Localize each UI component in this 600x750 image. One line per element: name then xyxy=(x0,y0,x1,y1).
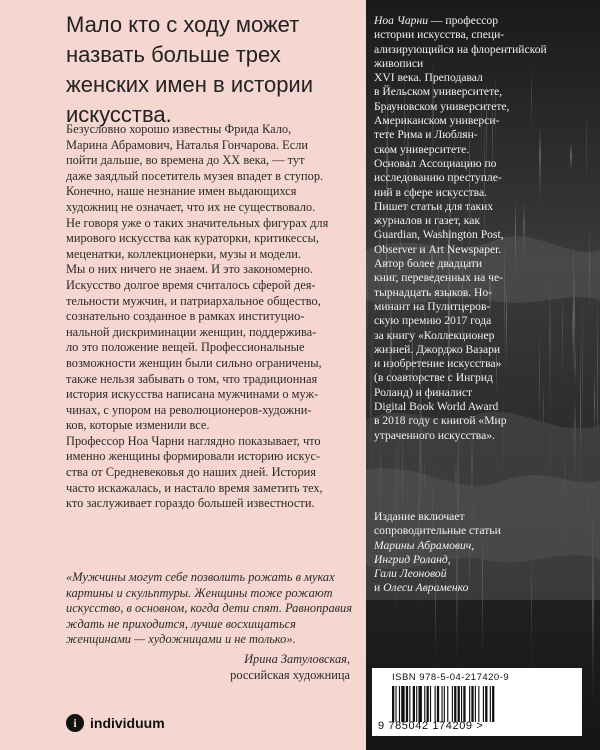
bio-line: за книгу «Коллекционер xyxy=(374,328,495,342)
glitch-streak xyxy=(372,308,373,417)
quote-author-name: Ирина Затуловская, xyxy=(244,652,350,666)
bio-line: ний в сфере искусства. xyxy=(374,185,488,199)
author-bio-text xyxy=(374,14,588,443)
bio-line: ском университете. xyxy=(374,142,470,156)
bio-line: в Йельском университете, xyxy=(374,85,503,99)
bio-line: скую премию 2017 года xyxy=(374,314,492,328)
body-text-line: даже заядлый посетитель музея впадет в ступор. xyxy=(66,168,324,183)
edition-names xyxy=(374,539,588,582)
bio-lines xyxy=(374,28,588,443)
barcode-bar xyxy=(392,686,394,722)
bio-first-rest: — профессор xyxy=(428,14,499,27)
bio-line: истории искусства, специ- xyxy=(374,28,505,42)
barcode-bar xyxy=(461,686,462,722)
body-text-line: тельности мужчин, и патриархальное общество, xyxy=(66,293,321,308)
quote-line: женщинами — художницами и не только». xyxy=(66,632,296,647)
publisher-logo xyxy=(66,712,165,734)
barcode-bar xyxy=(463,686,465,722)
edition-name-line: Гали Леоновой xyxy=(374,567,447,581)
barcode-bar xyxy=(399,686,400,722)
body-text-line: Искусство долгое время считалось сферой дея- xyxy=(66,277,316,292)
body-text-line: часто искажалась, и настало время заметить тех, xyxy=(66,480,323,495)
headline-line: назвать больше трех xyxy=(66,42,281,67)
barcode-bar xyxy=(454,686,456,722)
body-text-line: Не говоря уже о таких значительных фигурах для xyxy=(66,215,329,230)
barcode-bar xyxy=(413,686,415,722)
barcode-number: 9 785042 174209 > xyxy=(378,720,484,732)
body-text-line: художниц не означает, что их не существовало. xyxy=(66,199,316,214)
bio-line: в 2018 году с книгой «Мир xyxy=(374,414,507,428)
bio-line: Observer и Art Newspaper. xyxy=(374,242,502,256)
barcode-bar xyxy=(447,686,448,722)
body-text-line: чинах, с упором на революционеров-художни- xyxy=(66,402,312,417)
bio-line: Автор более двадцати xyxy=(374,257,483,271)
barcode-bar xyxy=(435,686,436,722)
barcode-bar xyxy=(430,686,431,722)
barcode-bar xyxy=(424,686,425,722)
body-text-line: возможности женщин были сильно ограничены, xyxy=(66,355,322,370)
edition-line: Издание включает xyxy=(374,510,465,523)
body-text-line: пойти дальше, во времена до XX века, — тут xyxy=(66,153,305,168)
barcode-bar xyxy=(416,686,417,722)
bio-line: книг, переведенных на че- xyxy=(374,271,504,285)
barcode-bar xyxy=(452,686,453,722)
body-text-line: Конечно, наше незнание имен выдающихся xyxy=(66,184,297,199)
edition-note xyxy=(374,510,588,596)
bio-line: Американском универси- xyxy=(374,114,500,128)
quote-author-role: российская художница xyxy=(230,667,350,682)
edition-last-name: Олеси Авраменко xyxy=(383,581,469,595)
barcode-bar xyxy=(478,686,479,722)
body-text-line: меценатки, коллекционерки, музы и модели. xyxy=(66,246,301,261)
bio-line: ализирующийся на флорентийской живописи xyxy=(374,42,547,70)
barcode-bar xyxy=(475,686,476,722)
bio-line: тете Рима и Люблян- xyxy=(374,128,478,142)
bio-line: Пишет статьи для таких xyxy=(374,199,494,213)
bio-line: Роланд) и финалист xyxy=(374,385,473,399)
body-text-line: именно женщины формировали историю искус- xyxy=(66,449,321,464)
bio-author-name: Ноа Чарни xyxy=(374,14,428,27)
bio-line: тырнадцать языков. Но- xyxy=(374,285,493,299)
barcode-bar xyxy=(444,686,445,722)
edition-name-line: Марины Абрамович, xyxy=(374,538,475,552)
barcode-bar xyxy=(471,686,473,722)
barcode-bar xyxy=(427,686,429,722)
barcode-bar xyxy=(401,686,404,722)
body-text-line: Безусловно хорошо известны Фрида Кало, xyxy=(66,122,292,136)
bio-line: утраченного искусства». xyxy=(374,428,495,442)
body-text-line: мирового искусства как кураторки, критикессы, xyxy=(66,231,319,246)
body-text-line: история искусства написана мужчинами о муж- xyxy=(66,387,319,402)
blurb-quote xyxy=(66,570,356,648)
barcode-bar xyxy=(441,686,442,722)
publisher-logo-icon: i xyxy=(66,714,84,732)
bio-line: исследованию преступле- xyxy=(374,171,502,185)
body-text-line: нальной дискриминации женщин, поддержива- xyxy=(66,324,317,339)
body-text-line: также нельзя забывать о том, что традиционная xyxy=(66,371,318,386)
body-text-line: ков, которые изменили все. xyxy=(66,418,210,433)
body-text-line: кто заслуживает гораздо большей известности. xyxy=(66,496,315,511)
barcode-bar xyxy=(483,686,484,722)
isbn-label: ISBN 978-5-04-217420-9 xyxy=(392,672,510,683)
body-text-line: ло это положение вещей. Профессиональные xyxy=(66,340,305,355)
bio-line: (в соавторстве с Ингрид xyxy=(374,371,493,385)
barcode-bar xyxy=(418,686,421,722)
body-text-line: сознательно созданное в рамках институцио- xyxy=(66,309,305,324)
bio-line: жизней. Джорджо Вазари xyxy=(374,342,501,356)
bio-line: Digital Book World Award xyxy=(374,400,499,414)
edition-line: сопроводительные статьи xyxy=(374,524,501,538)
bio-line: Guardian, Washington Post, xyxy=(374,228,504,242)
barcode-bar xyxy=(395,686,396,722)
isbn-barcode xyxy=(372,668,582,736)
barcode-bar xyxy=(490,686,491,722)
quote-line: ждать не приходится, лучше восхищаться xyxy=(66,616,296,631)
bio-line: и изобретение искусства» xyxy=(374,357,502,371)
body-text-line: Профессор Ноа Чарни наглядно показывает, что xyxy=(66,433,321,448)
barcode-bar xyxy=(437,686,439,722)
barcode-bar xyxy=(406,686,408,722)
quote-line: «Мужчины могут себе позволить рожать в муках xyxy=(66,570,335,584)
barcode-bar xyxy=(458,686,460,722)
headline xyxy=(66,10,356,130)
bio-line: минант на Пулитцеров- xyxy=(374,299,491,313)
bio-first-line xyxy=(374,14,588,28)
edition-last-line xyxy=(374,581,588,595)
edition-name-line: Ингрид Роланд, xyxy=(374,552,451,566)
bio-line: XVI века. Преподавал xyxy=(374,71,483,85)
barcode-bars xyxy=(392,686,564,722)
barcode-bar xyxy=(409,686,410,722)
headline-line: искусства. xyxy=(66,102,172,127)
body-text-line: Марина Абрамович, Наталья Гончарова. Если xyxy=(66,137,309,152)
barcode-bar xyxy=(492,686,494,722)
body-text-line: Мы о них ничего не знаем. И это закономерно. xyxy=(66,262,314,277)
publisher-name: individuum xyxy=(90,715,165,731)
edition-last-prefix: и xyxy=(374,581,384,595)
bio-line: Основал Ассоциацию по xyxy=(374,156,497,170)
edition-lines xyxy=(374,510,588,539)
quote-attribution xyxy=(140,652,350,683)
bio-line: журналов и газет, как xyxy=(374,214,480,228)
bio-line: Брауновском университете, xyxy=(374,99,510,113)
quote-line: картины и скульптуры. Женщины тоже рожают xyxy=(66,585,333,600)
annotation-text xyxy=(66,122,356,512)
barcode-bar xyxy=(485,686,487,722)
quote-line: искусство, в основном, когда дети спят. Равноправия xyxy=(66,601,352,616)
body-text-line: ства от Средневековья до наших дней. История xyxy=(66,465,317,480)
barcode-bar xyxy=(469,686,470,722)
headline-line: Мало кто с ходу может xyxy=(66,12,300,37)
headline-line: женских имен в истории xyxy=(66,72,314,97)
